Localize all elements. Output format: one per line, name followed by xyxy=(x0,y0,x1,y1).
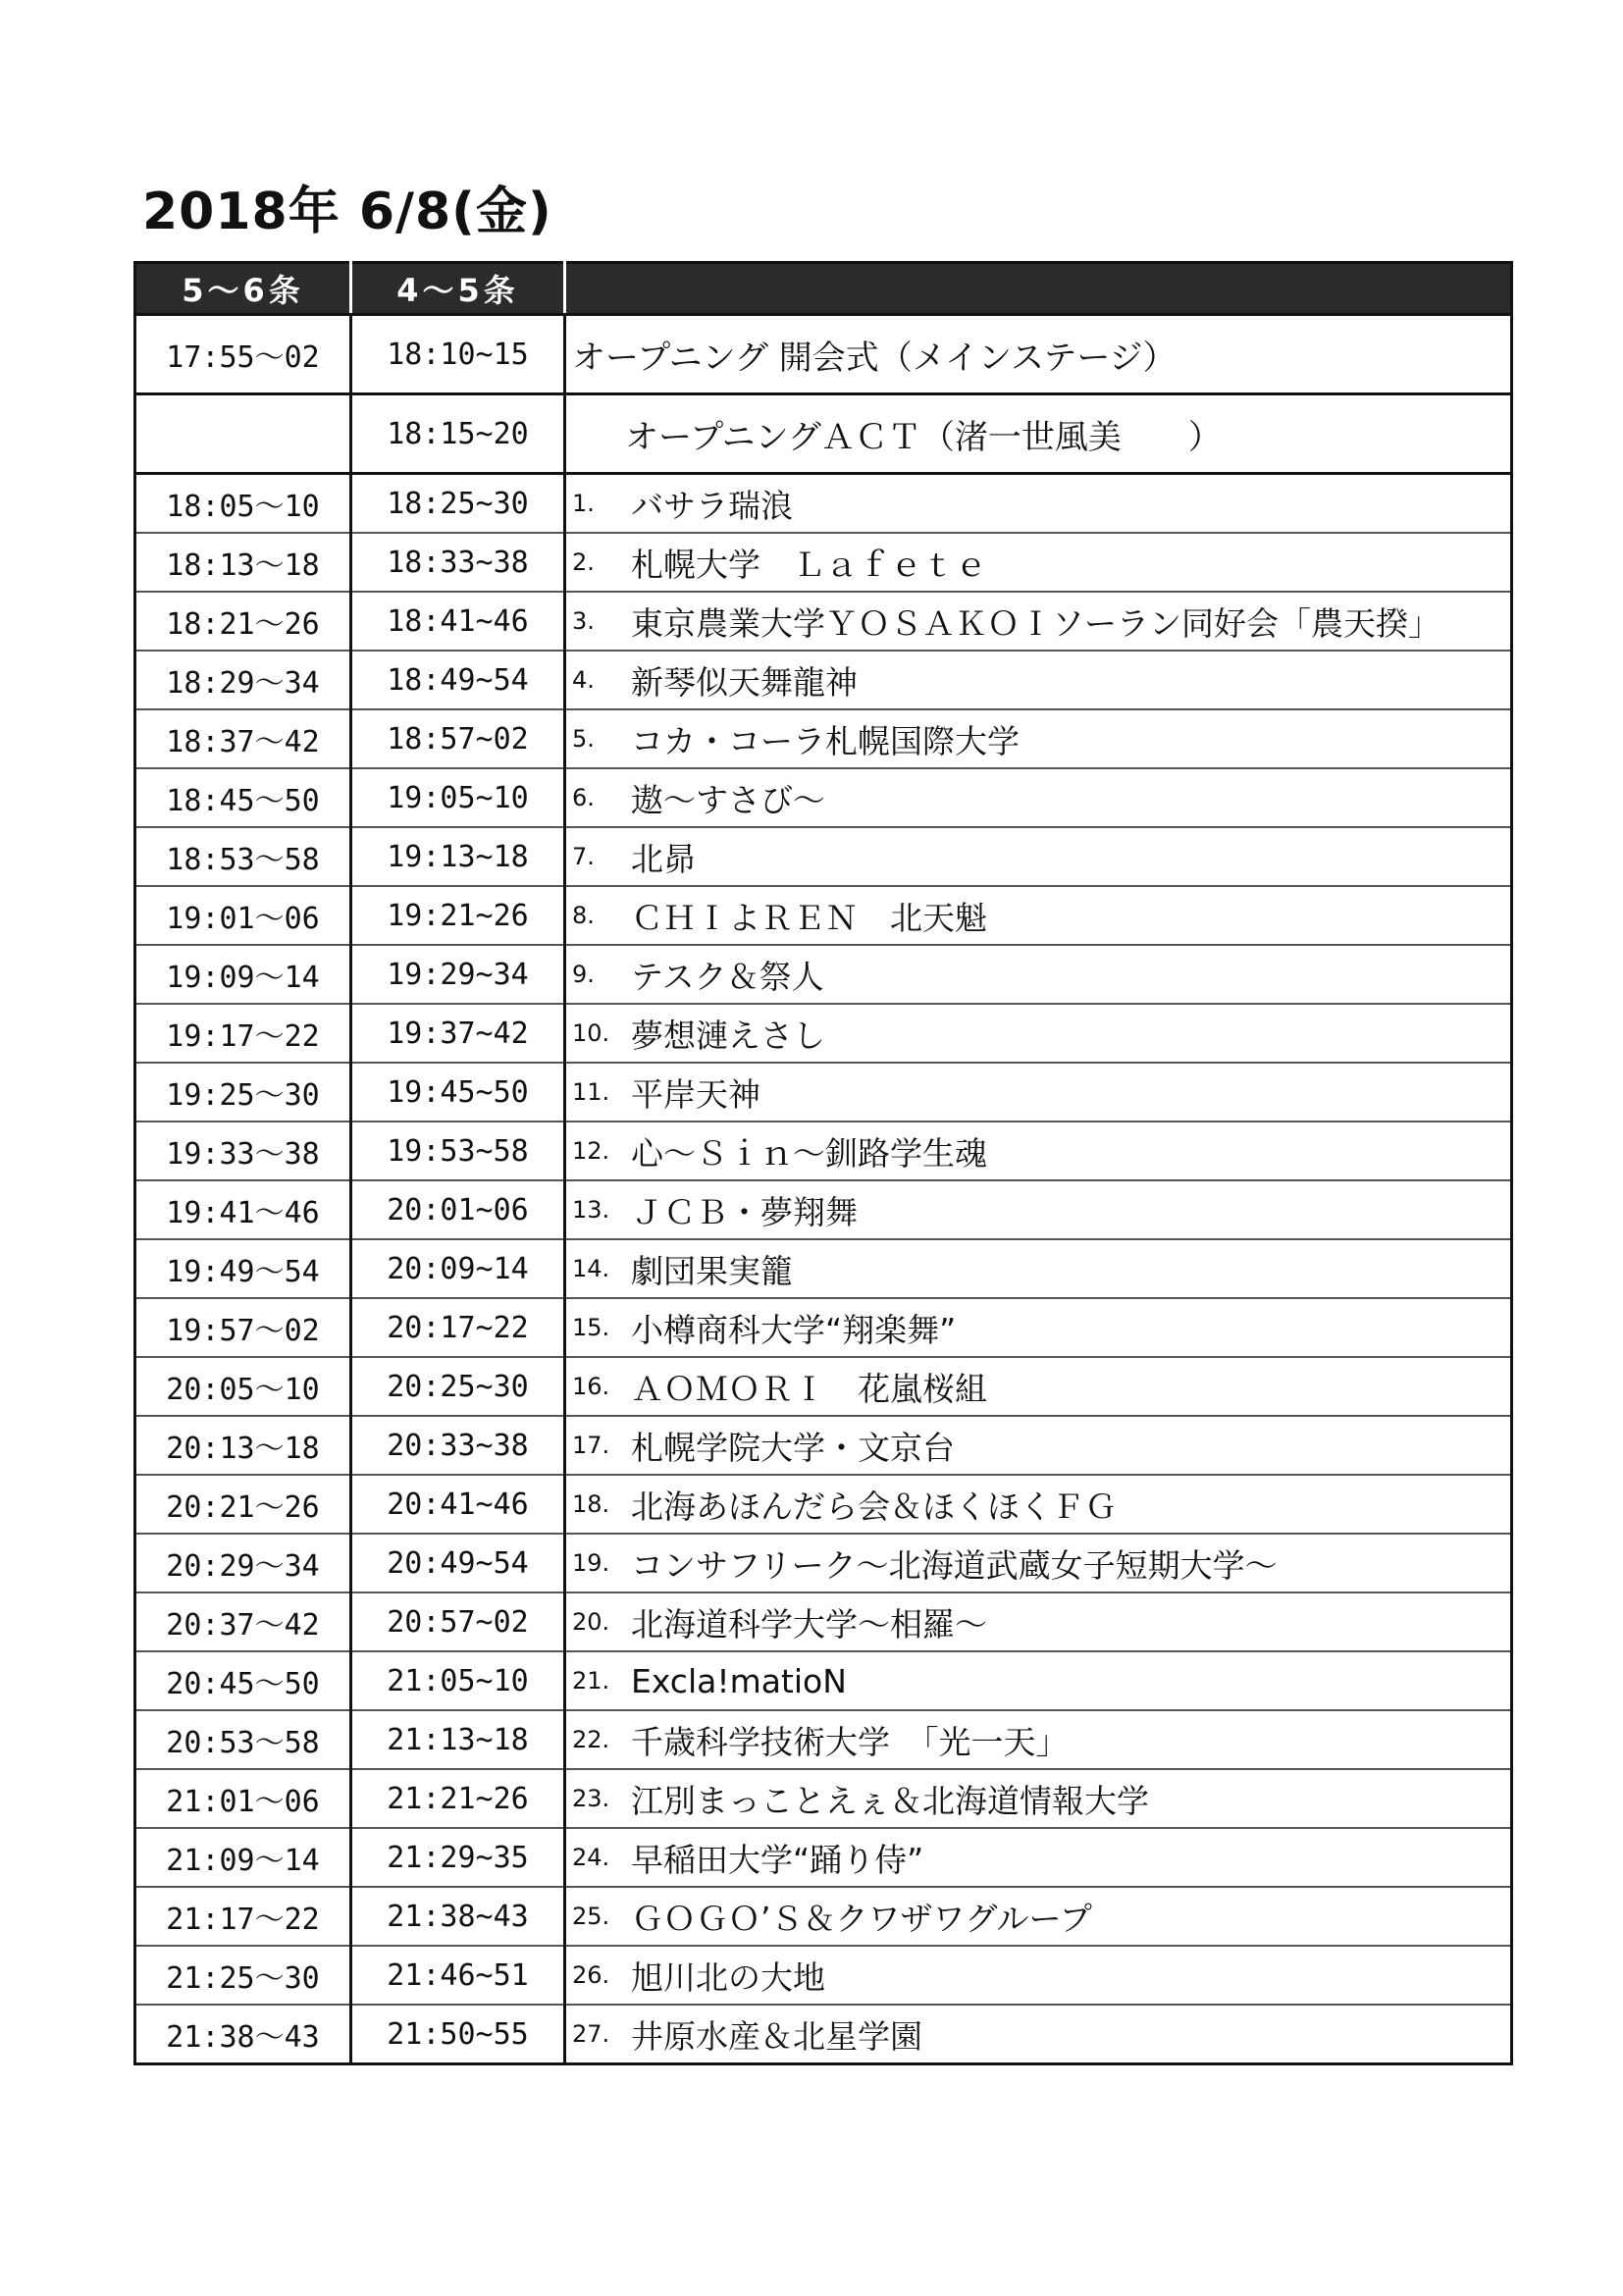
time-5-6: 18:05～10 xyxy=(135,474,351,534)
event-name: オープニングＡＣＴ（渚一世風美 ） xyxy=(565,394,1512,474)
table-row xyxy=(135,1534,1512,1592)
table-row xyxy=(135,533,1512,592)
team-name: 札幌大学 Ｌａｆｅｔｅ xyxy=(631,545,987,584)
team-number: 23. xyxy=(572,1785,610,1812)
time-4-5: 19:37~42 xyxy=(351,1004,565,1063)
team-cell xyxy=(565,533,1512,592)
team-name: 小樽商科大学“翔楽舞” xyxy=(631,1310,957,1349)
table-row xyxy=(135,651,1512,709)
table-row xyxy=(135,768,1512,827)
team-name: 北海道科学大学～相羅～ xyxy=(631,1604,987,1644)
team-number: 20. xyxy=(572,1608,610,1636)
time-5-6 xyxy=(135,394,351,474)
time-4-5: 19:21~26 xyxy=(351,886,565,945)
team-cell xyxy=(565,827,1512,886)
team-cell xyxy=(565,886,1512,945)
team-cell xyxy=(565,1357,1512,1416)
time-4-5: 20:33~38 xyxy=(351,1416,565,1475)
team-cell xyxy=(565,592,1512,651)
time-4-5: 20:25~30 xyxy=(351,1357,565,1416)
time-5-6: 19:17～22 xyxy=(135,1004,351,1063)
team-cell xyxy=(565,709,1512,768)
team-number: 12. xyxy=(572,1137,610,1165)
team-number: 3. xyxy=(572,607,595,635)
header-col-4-5: 4～5条 xyxy=(351,263,565,315)
time-5-6: 20:53～58 xyxy=(135,1710,351,1769)
table-row xyxy=(135,886,1512,945)
time-4-5: 21:29~35 xyxy=(351,1828,565,1887)
team-name: コンサフリーク～北海道武蔵女子短期大学～ xyxy=(631,1545,1278,1585)
time-4-5: 19:53~58 xyxy=(351,1122,565,1180)
team-name: 早稲田大学“踊り侍” xyxy=(631,1840,924,1879)
event-name: オープニング 開会式（メインステージ） xyxy=(565,315,1512,394)
time-5-6: 19:01～06 xyxy=(135,886,351,945)
time-4-5: 20:49~54 xyxy=(351,1534,565,1592)
table-row xyxy=(135,1357,1512,1416)
team-cell xyxy=(565,1769,1512,1828)
team-name: テスク＆祭人 xyxy=(631,957,824,996)
team-cell xyxy=(565,1416,1512,1475)
team-name: 夢想漣えさし xyxy=(631,1016,825,1055)
team-name: 平岸天神 xyxy=(631,1074,760,1114)
time-5-6: 21:38～43 xyxy=(135,2005,351,2064)
time-5-6: 19:09～14 xyxy=(135,945,351,1004)
team-number: 18. xyxy=(572,1490,610,1518)
time-4-5: 21:21~26 xyxy=(351,1769,565,1828)
team-number: 21. xyxy=(572,1667,610,1695)
time-5-6: 20:45～50 xyxy=(135,1651,351,1710)
team-name: 江別まっことえぇ＆北海道情報大学 xyxy=(631,1781,1149,1820)
table-row xyxy=(135,1828,1512,1887)
table-row xyxy=(135,709,1512,768)
table-header-row xyxy=(135,263,1512,315)
table-row xyxy=(135,1004,1512,1063)
table-row xyxy=(135,1180,1512,1239)
team-cell xyxy=(565,1534,1512,1592)
team-number: 26. xyxy=(572,1961,610,1989)
team-name: 北昴 xyxy=(631,839,696,878)
team-number: 22. xyxy=(572,1726,610,1753)
time-4-5: 21:46~51 xyxy=(351,1946,565,2005)
team-name: 新琴似天舞龍神 xyxy=(631,662,858,702)
team-name: 旭川北の大地 xyxy=(631,1957,825,1997)
team-name: ＪＣＢ・夢翔舞 xyxy=(631,1192,858,1231)
team-name: Excla!matioN xyxy=(631,1661,847,1700)
team-number: 1. xyxy=(572,490,595,517)
time-5-6: 20:29～34 xyxy=(135,1534,351,1592)
team-number: 7. xyxy=(572,843,595,870)
team-name: 千歳科学技術大学 「光一天」 xyxy=(631,1722,1069,1761)
team-number: 25. xyxy=(572,1903,610,1930)
time-4-5: 21:13~18 xyxy=(351,1710,565,1769)
header-col-5-6: 5～6条 xyxy=(135,263,351,315)
time-5-6: 18:45～50 xyxy=(135,768,351,827)
team-cell xyxy=(565,1475,1512,1534)
team-name: バサラ瑞浪 xyxy=(631,486,793,525)
table-row xyxy=(135,945,1512,1004)
team-cell xyxy=(565,1122,1512,1180)
table-row xyxy=(135,474,1512,534)
time-5-6: 18:13～18 xyxy=(135,533,351,592)
team-cell xyxy=(565,1651,1512,1710)
team-number: 8. xyxy=(572,902,595,929)
time-5-6: 18:29～34 xyxy=(135,651,351,709)
team-cell xyxy=(565,1063,1512,1122)
team-number: 15. xyxy=(572,1314,610,1341)
team-cell xyxy=(565,945,1512,1004)
time-5-6: 21:17～22 xyxy=(135,1887,351,1946)
table-row xyxy=(135,1946,1512,2005)
time-5-6: 19:33～38 xyxy=(135,1122,351,1180)
time-5-6: 17:55～02 xyxy=(135,315,351,394)
time-5-6: 21:25～30 xyxy=(135,1946,351,2005)
team-number: 5. xyxy=(572,725,595,753)
time-4-5: 21:50~55 xyxy=(351,2005,565,2064)
time-4-5: 18:33~38 xyxy=(351,533,565,592)
time-4-5: 19:29~34 xyxy=(351,945,565,1004)
time-4-5: 19:05~10 xyxy=(351,768,565,827)
team-name: ＡＯＭＯＲＩ 花嵐桜組 xyxy=(631,1369,987,1408)
time-4-5: 20:41~46 xyxy=(351,1475,565,1534)
time-5-6: 18:21～26 xyxy=(135,592,351,651)
time-5-6: 21:01～06 xyxy=(135,1769,351,1828)
team-cell xyxy=(565,768,1512,827)
table-row xyxy=(135,827,1512,886)
table-row xyxy=(135,1710,1512,1769)
team-number: 24. xyxy=(572,1844,610,1871)
time-5-6: 19:25～30 xyxy=(135,1063,351,1122)
table-row xyxy=(135,1298,1512,1357)
schedule-table xyxy=(133,261,1513,2065)
team-name: コカ・コーラ札幌国際大学 xyxy=(631,721,1020,760)
team-cell xyxy=(565,1004,1512,1063)
team-number: 27. xyxy=(572,2020,610,2048)
table-row xyxy=(135,1063,1512,1122)
time-5-6: 20:37～42 xyxy=(135,1592,351,1651)
team-number: 9. xyxy=(572,961,595,988)
team-cell xyxy=(565,1298,1512,1357)
time-5-6: 18:53～58 xyxy=(135,827,351,886)
team-number: 4. xyxy=(572,666,595,694)
team-cell xyxy=(565,651,1512,709)
time-4-5: 20:57~02 xyxy=(351,1592,565,1651)
time-4-5: 19:45~50 xyxy=(351,1063,565,1122)
page-title: 2018年 6/8(金) xyxy=(142,183,552,241)
team-cell xyxy=(565,1887,1512,1946)
table-row xyxy=(135,1475,1512,1534)
time-5-6: 21:09～14 xyxy=(135,1828,351,1887)
time-4-5: 18:49~54 xyxy=(351,651,565,709)
team-name: 井原水産＆北星学園 xyxy=(631,2016,922,2056)
team-number: 19. xyxy=(572,1549,610,1577)
time-4-5: 20:01~06 xyxy=(351,1180,565,1239)
time-5-6: 20:13～18 xyxy=(135,1416,351,1475)
team-name: 札幌学院大学・文京台 xyxy=(631,1428,955,1467)
team-name: 遨～すさび～ xyxy=(631,780,825,819)
time-5-6: 18:37～42 xyxy=(135,709,351,768)
team-number: 11. xyxy=(572,1078,610,1106)
team-name: 北海あほんだら会＆ほくほくＦＧ xyxy=(631,1487,1117,1526)
table-row xyxy=(135,1651,1512,1710)
time-4-5: 18:15~20 xyxy=(351,394,565,474)
table-row xyxy=(135,1239,1512,1298)
team-cell xyxy=(565,1710,1512,1769)
time-4-5: 21:05~10 xyxy=(351,1651,565,1710)
time-4-5: 20:17~22 xyxy=(351,1298,565,1357)
table-row xyxy=(135,1122,1512,1180)
time-5-6: 20:05～10 xyxy=(135,1357,351,1416)
team-number: 14. xyxy=(572,1255,610,1282)
time-5-6: 19:41～46 xyxy=(135,1180,351,1239)
team-name: ＣＨＩよＲＥＮ 北天魁 xyxy=(631,898,987,937)
time-4-5: 18:41~46 xyxy=(351,592,565,651)
team-number: 6. xyxy=(572,784,595,811)
table-row xyxy=(135,1592,1512,1651)
time-5-6: 20:21～26 xyxy=(135,1475,351,1534)
team-number: 10. xyxy=(572,1019,610,1047)
opening-ceremony-row xyxy=(135,315,1512,394)
team-number: 2. xyxy=(572,548,595,576)
team-number: 16. xyxy=(572,1373,610,1400)
opening-act-row xyxy=(135,394,1512,474)
time-4-5: 21:38~43 xyxy=(351,1887,565,1946)
team-name: 劇団果実籠 xyxy=(631,1251,793,1290)
time-5-6: 19:49～54 xyxy=(135,1239,351,1298)
team-cell xyxy=(565,474,1512,534)
team-cell xyxy=(565,1592,1512,1651)
team-cell xyxy=(565,1946,1512,2005)
team-number: 13. xyxy=(572,1196,610,1224)
table-row xyxy=(135,1769,1512,1828)
table-row xyxy=(135,2005,1512,2064)
team-number: 17. xyxy=(572,1432,610,1459)
time-4-5: 18:57~02 xyxy=(351,709,565,768)
time-4-5: 20:09~14 xyxy=(351,1239,565,1298)
header-col-name xyxy=(565,263,1512,315)
table-row xyxy=(135,1416,1512,1475)
team-cell xyxy=(565,1828,1512,1887)
team-name: ＧＯＧＯ’Ｓ＆クワザワグループ xyxy=(631,1899,1092,1938)
team-cell xyxy=(565,1239,1512,1298)
team-cell xyxy=(565,1180,1512,1239)
team-cell xyxy=(565,2005,1512,2064)
table-row xyxy=(135,1887,1512,1946)
time-4-5: 18:25~30 xyxy=(351,474,565,534)
time-5-6: 19:57～02 xyxy=(135,1298,351,1357)
team-name: 東京農業大学ＹＯＳＡＫＯＩソーラン同好会「農天揆」 xyxy=(631,603,1440,643)
time-4-5: 18:10~15 xyxy=(351,315,565,394)
table-row xyxy=(135,592,1512,651)
team-name: 心～Ｓｉｎ～釧路学生魂 xyxy=(631,1133,987,1173)
time-4-5: 19:13~18 xyxy=(351,827,565,886)
